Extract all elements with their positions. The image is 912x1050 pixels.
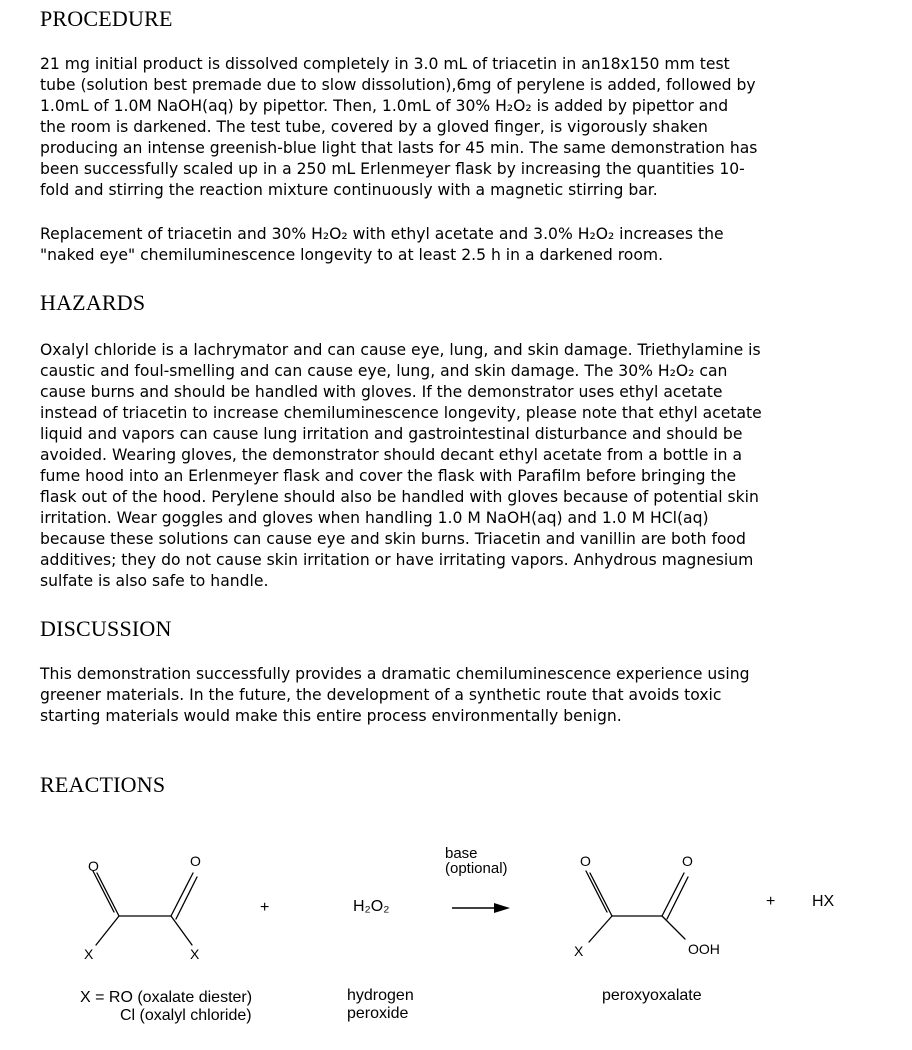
reaction-condition: (optional)	[445, 860, 508, 877]
byproduct-formula: HX	[812, 893, 835, 910]
text-line: sulfate is also safe to handle.	[40, 572, 269, 590]
discussion-heading: DISCUSSION	[40, 616, 172, 641]
reactant-label	[80, 989, 252, 1025]
text-line: fold and stirring the reaction mixture continuously with a magnetic stirring bar.	[40, 181, 658, 199]
plus-sign: +	[766, 893, 776, 910]
arrow-head-icon	[494, 903, 510, 913]
text-line: Cl (oxalyl chloride)	[120, 1007, 252, 1024]
text-line: This demonstration successfully provides a dramatic chemiluminescence experience using	[40, 665, 750, 683]
text-line: hydrogen	[347, 987, 414, 1004]
atom-o: O	[190, 853, 201, 869]
c-o-double-bond	[97, 873, 119, 916]
text-line: irritation. Wear goggles and gloves when handling 1.0 M NaOH(aq) and 1.0 M HCl(aq)	[40, 509, 709, 527]
text-line: the room is darkened. The test tube, covered by a gloved finger, is vigorously shaken	[40, 118, 708, 136]
text-line: greener materials. In the future, the development of a synthetic route that avoids toxic	[40, 686, 722, 704]
text-line: 21 mg initial product is dissolved completely in 3.0 mL of triacetin in an18x150 mm test	[40, 55, 730, 73]
text-line: flask out of the hood. Perylene should also be handled with gloves because of potential skin	[40, 488, 759, 506]
product-label: peroxyoxalate	[602, 987, 702, 1004]
atom-x: X	[84, 946, 94, 962]
c-o-double-bond	[662, 873, 684, 916]
text-line: instead of triacetin to increase chemiluminescence longevity, please note that ethyl acetate	[40, 404, 762, 422]
c-o-double-bond	[586, 871, 607, 912]
text-line: starting materials would make this entire process environmentally benign.	[40, 707, 622, 725]
text-line: cause burns and should be handled with gloves. If the demonstrator uses ethyl acetate	[40, 383, 723, 401]
c-o-double-bond	[667, 877, 688, 919]
procedure-heading: PROCEDURE	[40, 6, 173, 31]
atom-x: X	[574, 943, 584, 959]
hazards-heading: HAZARDS	[40, 290, 146, 315]
plus-sign: +	[260, 899, 270, 916]
product-group-label: OOH	[688, 941, 720, 957]
text-line: Oxalyl chloride is a lachrymator and can cause eye, lung, and skin damage. Triethylamine is	[40, 341, 761, 359]
text-line: liquid and vapors can cause lung irritation and gastrointestinal disturbance and should be	[40, 425, 743, 443]
hazards-paragraph	[40, 340, 890, 592]
atom-x: X	[190, 946, 200, 962]
reagent-label	[347, 987, 414, 1023]
text-line: X = RO (oxalate diester)	[80, 989, 253, 1006]
text-line: caustic and foul-smelling and can cause eye, lung, and skin damage. The 30% H₂O₂ can	[40, 362, 728, 380]
text-line: tube (solution best premade due to slow dissolution),6mg of perylene is added, followed by	[40, 76, 756, 94]
text-line: "naked eye" chemiluminescence longevity to at least 2.5 h in a darkened room.	[40, 246, 664, 264]
c-o-double-bond	[590, 873, 612, 916]
atom-o: O	[580, 853, 591, 869]
text-line: avoided. Wearing gloves, the demonstrator should decant ethyl acetate from a bottle in a	[40, 446, 743, 464]
text-line: 1.0mL of 1.0M NaOH(aq) by pipettor. Then, 1.0mL of 30% H₂O₂ is added by pipettor and	[40, 97, 729, 115]
text-line: producing an intense greenish-blue light that lasts for 45 min. The same demonstration has	[40, 139, 758, 157]
text-line: fume hood into an Erlenmeyer flask and cover the flask with Parafilm before bringing the	[40, 467, 737, 485]
c-x-bond	[96, 916, 119, 945]
text-line: because these solutions can cause eye and skin burns. Triacetin and vanillin are both food	[40, 530, 746, 548]
text-line: Replacement of triacetin and 30% H₂O₂ with ethyl acetate and 3.0% H₂O₂ increases the	[40, 225, 724, 243]
text-line: been successfully scaled up in a 250 mL Erlenmeyer flask by increasing the quantities 10-	[40, 160, 745, 178]
text-line: peroxide	[347, 1005, 409, 1022]
discussion-paragraph	[40, 664, 890, 727]
c-x-bond	[171, 916, 192, 945]
text-line: additives; they do not cause skin irritation or have irritating vapors. Anhydrous magnesium	[40, 551, 754, 569]
procedure-paragraph	[40, 54, 890, 201]
reagent-formula: H₂O₂	[353, 898, 390, 915]
c-o-double-bond	[176, 877, 197, 919]
reactions-heading: REACTIONS	[40, 772, 166, 797]
c-o-double-bond	[93, 871, 114, 912]
atom-o: O	[88, 858, 99, 874]
reaction-condition: base	[445, 845, 478, 862]
c-x-bond	[589, 916, 612, 942]
procedure-paragraph-2	[40, 224, 890, 266]
c-ooh-bond	[662, 916, 685, 939]
c-o-double-bond	[171, 873, 193, 916]
atom-o: O	[682, 853, 693, 869]
